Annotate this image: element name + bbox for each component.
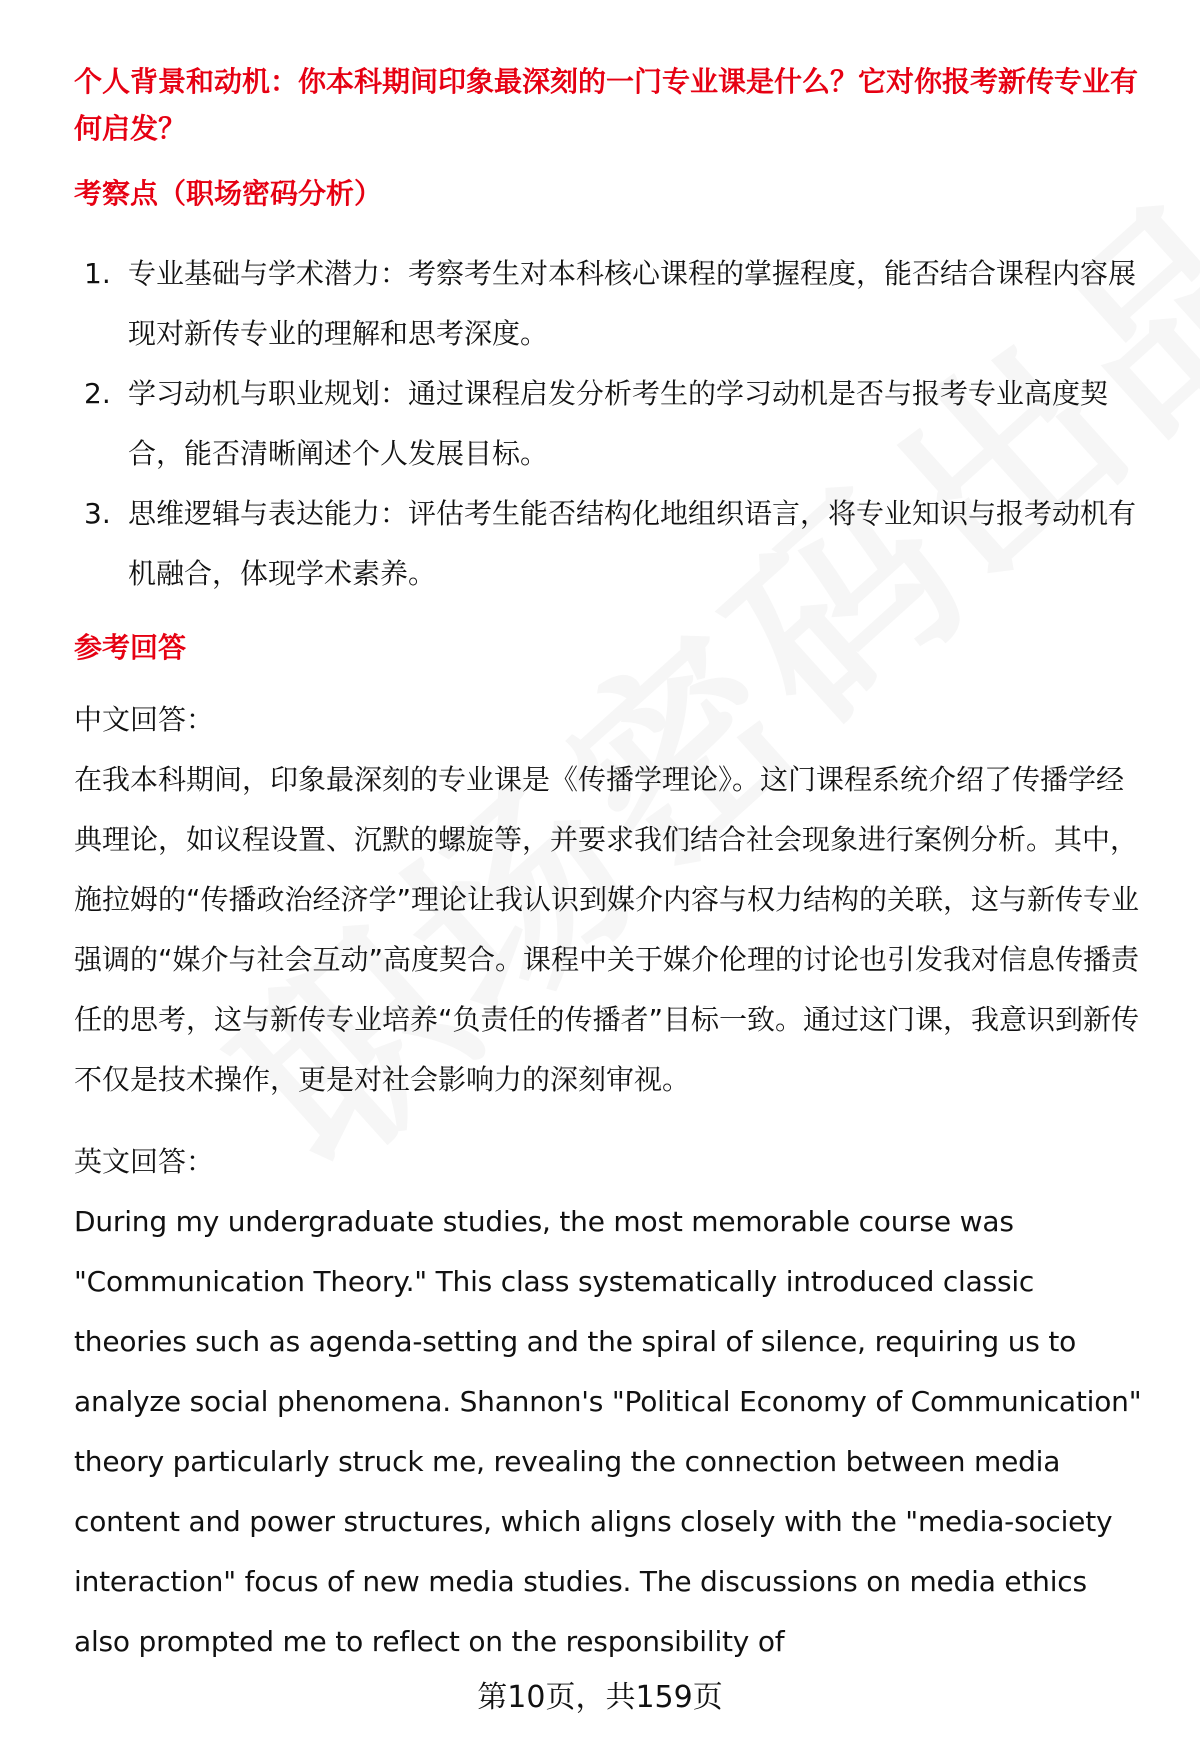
english-answer-text: During my undergraduate studies, the most memorable course was "Communication Theory." This class systematically introduced classic theories such as agenda-setting and the spiral of silence, requiring us to analyze social phenomena. Shannon's "Political Economy of Communication" theory particularly struck me, revealing the connection between media content and power structures, which aligns closely with the "media-society interaction" focus of new media studies. The discussions on media ethics also prompted me to reflect on the responsibility of	[74, 1205, 1142, 1658]
assessment-point	[74, 244, 1146, 364]
interview-question: 个人背景和动机：你本科期间印象最深刻的一门专业课是什么？它对你报考新传专业有何启发？	[74, 65, 1139, 145]
point-text: 思维逻辑与表达能力：评估考生能否结构化地组织语言，将专业知识与报考动机有机融合，体现学术素养。	[128, 497, 1137, 590]
point-number: 2.	[84, 377, 111, 410]
chinese-answer-label: 中文回答：	[74, 703, 215, 736]
assessment-point	[74, 364, 1146, 484]
page-number-footer: 第10页，共159页	[477, 1680, 723, 1715]
point-number: 1.	[84, 257, 111, 290]
english-answer-label: 英文回答：	[74, 1145, 215, 1178]
chinese-answer-text: 在我本科期间，印象最深刻的专业课是《传播学理论》。这门课程系统介绍了传播学经典理论，如议程设置、沉默的螺旋等，并要求我们结合社会现象进行案例分析。其中，施拉姆的“传播政治经济学”理论让我认识到媒介内容与权力结构的关联，这与新传专业强调的“媒介与社会互动”高度契合。课程中关于媒介伦理的讨论也引发我对信息传播责任的思考，这与新传专业培养“负责任的传播者”目标一致。通过这门课，我意识到新传不仅是技术操作，更是对社会影响力的深刻审视。	[74, 763, 1140, 1096]
reference-answer-heading: 参考回答	[74, 631, 187, 664]
assessment-points-heading: 考察点（职场密码分析）	[74, 177, 383, 210]
point-text: 学习动机与职业规划：通过课程启发分析考生的学习动机是否与报考专业高度契合，能否清晰阐述个人发展目标。	[128, 377, 1109, 470]
document-page	[74, 58, 1146, 1672]
point-number: 3.	[84, 497, 111, 530]
assessment-points-list	[74, 244, 1146, 604]
assessment-point	[74, 484, 1146, 604]
point-text: 专业基础与学术潜力：考察考生对本科核心课程的掌握程度，能否结合课程内容展现对新传专业的理解和思考深度。	[128, 257, 1137, 350]
